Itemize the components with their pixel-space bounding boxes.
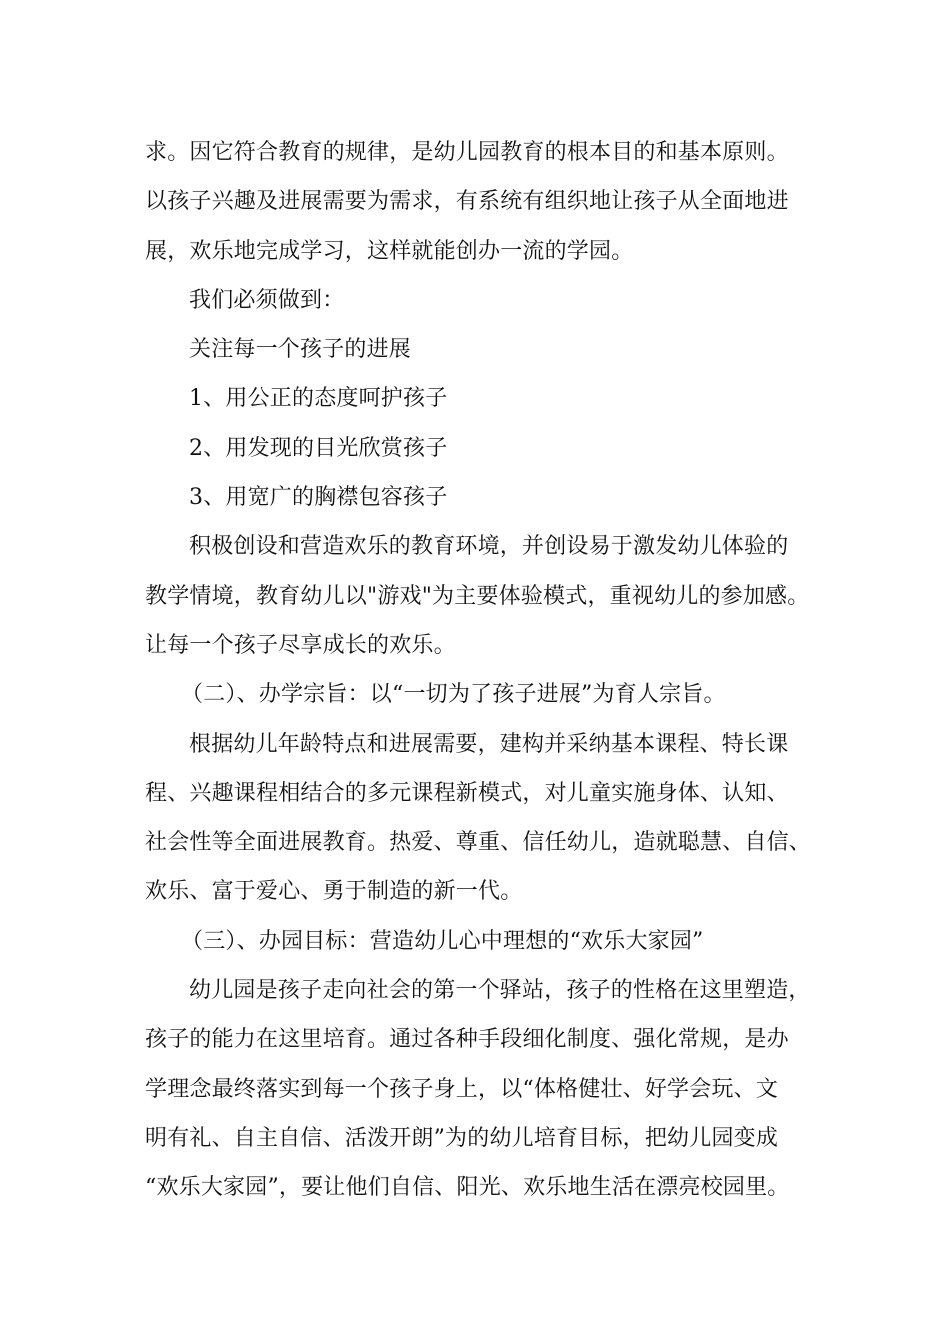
text-line: 积极创设和营造欢乐的教育环境，并创设易于激发幼儿体验的 bbox=[189, 534, 789, 560]
list-item: 1、用公正的态度呵护孩子 bbox=[189, 386, 448, 412]
section-heading: （三）、办园目标：营造幼儿心中理想的“欢乐大家园” bbox=[181, 928, 704, 954]
document-body bbox=[145, 128, 815, 1213]
text-line: 学理念最终落实到每一个孩子身上，以“体格健壮、好学会玩、文 bbox=[145, 1076, 779, 1102]
text-line: 以孩子兴趣及进展需要为需求，有系统有组织地让孩子从全面地进 bbox=[145, 189, 789, 215]
text-line: 社会性等全面进展教育。热爱、尊重、信任幼儿，造就聪慧、自信、 bbox=[145, 830, 812, 856]
list-item: 2、用发现的目光欣赏孩子 bbox=[189, 435, 448, 461]
text-line: 展，欢乐地完成学习，这样就能创办一流的学园。 bbox=[145, 238, 634, 264]
text-line: 求。因它符合教育的规律，是幼儿园教育的根本目的和基本原则。 bbox=[145, 140, 789, 165]
text-line: 幼儿园是孩子走向社会的第一个驿站，孩子的性格在这里塑造， bbox=[189, 978, 811, 1004]
section-heading: （二）、办学宗旨：以“一切为了孩子进展”为育人宗旨。 bbox=[181, 682, 726, 708]
text-line: 欢乐、富于爱心、勇于制造的新一代。 bbox=[145, 879, 523, 905]
list-item: 3、用宽广的胸襟包容孩子 bbox=[189, 485, 448, 511]
text-line: 我们必须做到： bbox=[189, 287, 345, 313]
text-line: 根据幼儿年龄特点和进展需要，建构并采纳基本课程、特长课 bbox=[189, 731, 789, 757]
text-line: 教学情境，教育幼儿以"游戏"为主要体验模式，重视幼儿的参加感。 bbox=[145, 583, 810, 609]
text-line: 明有礼、自主自信、活泼开朗”为的幼儿培育目标，把幼儿园变成 bbox=[145, 1125, 779, 1151]
text-line: 关注每一个孩子的进展 bbox=[189, 337, 412, 363]
text-line: 孩子的能力在这里培育。通过各种手段细化制度、强化常规，是办 bbox=[145, 1027, 789, 1053]
text-line: “欢乐大家园”，要让他们自信、阳光、欢乐地生活在漂亮校园里。 bbox=[145, 1175, 790, 1201]
text-line: 让每一个孩子尽享成长的欢乐。 bbox=[145, 632, 456, 658]
text-line: 程、兴趣课程相结合的多元课程新模式，对儿童实施身体、认知、 bbox=[145, 780, 789, 806]
